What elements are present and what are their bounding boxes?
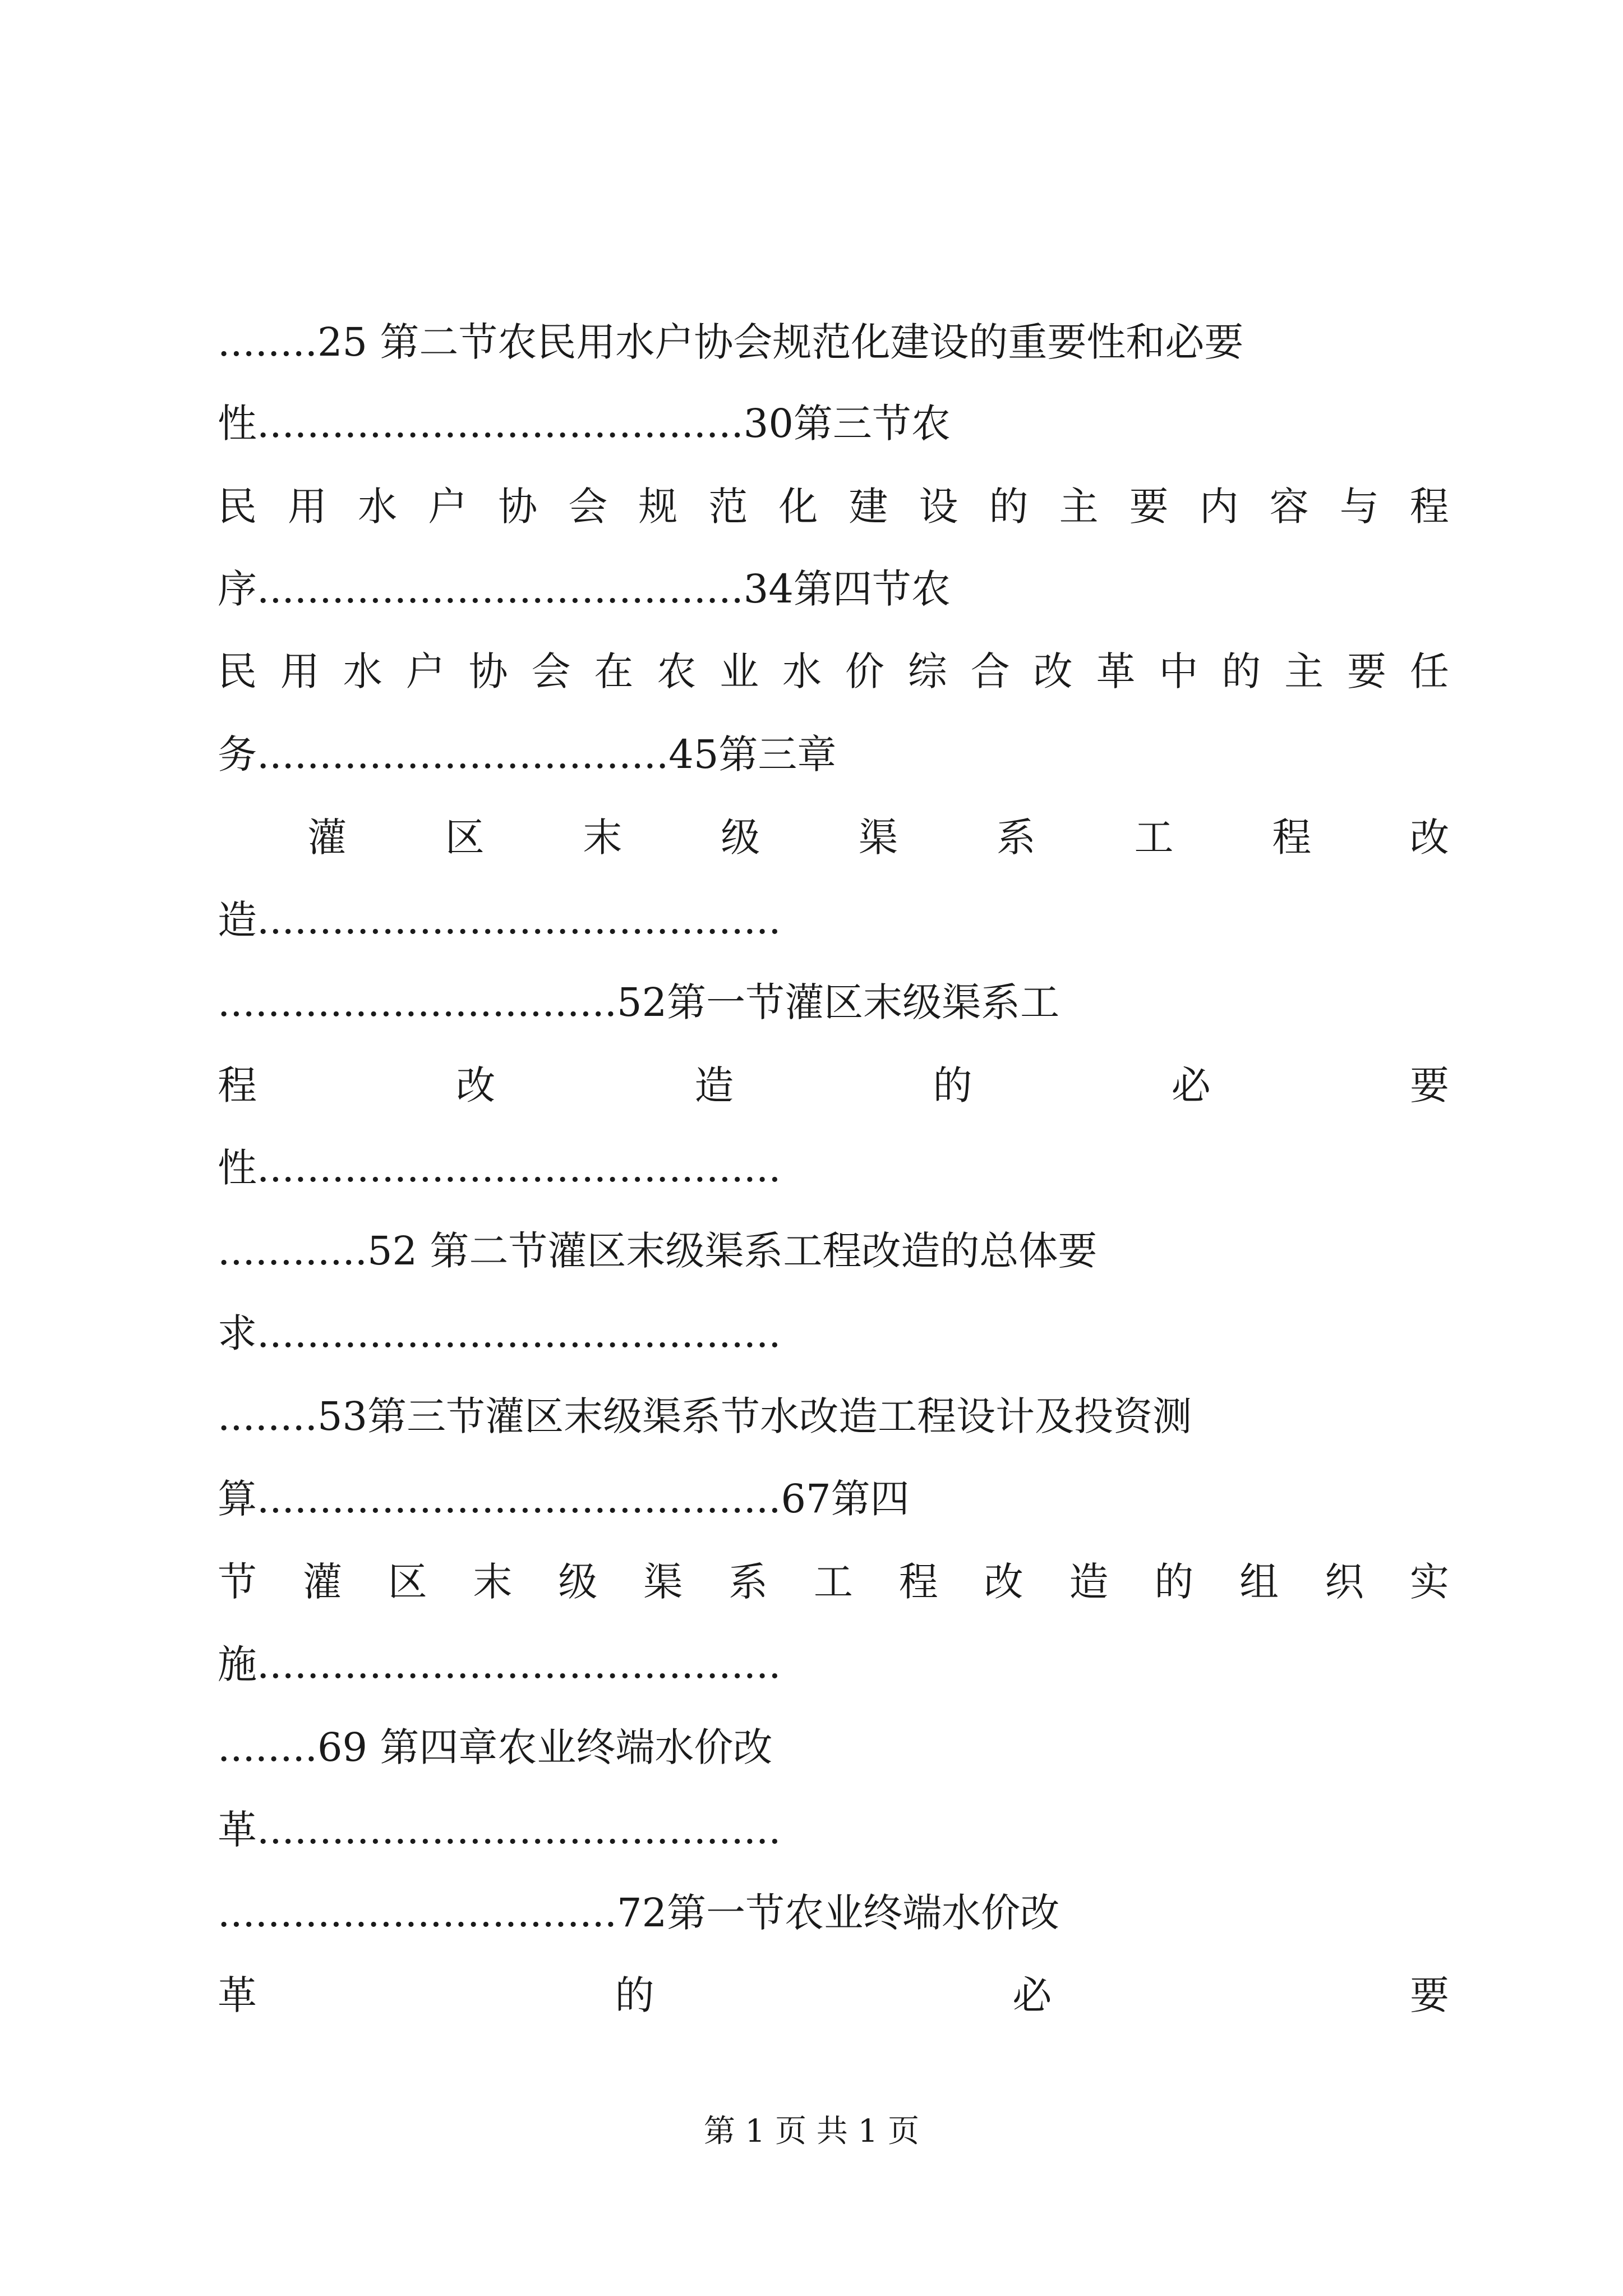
toc-char: 主 [1284,648,1324,694]
toc-char: 会 [531,648,571,694]
toc-line [218,635,1449,708]
toc-char: 用 [288,484,328,530]
toc-line: ........69 第四章农业终端水价改 [218,1724,773,1770]
toc-char: 合 [970,648,1010,694]
toc-line: ........53第三节灌区末级渠系节水改造工程设计及投资测 [218,1393,1192,1439]
toc-char: 协 [498,484,538,530]
toc-char: 水 [358,484,398,530]
toc-char: 灌 [307,815,347,861]
toc-line: 求.......................................... [218,1310,781,1356]
toc-char: 民 [218,648,257,694]
toc-char: 革 [218,1972,257,2018]
toc-char: 末 [583,815,623,861]
toc-char: 的 [615,1972,654,2018]
page-footer: 第 1 页 共 1 页 [703,2113,920,2150]
toc-char: 会 [568,484,608,530]
toc-char: 农 [657,648,697,694]
toc-char: 工 [1134,815,1174,861]
toc-line: 算..........................................67第四 [218,1476,910,1522]
toc-char: 内 [1199,484,1239,530]
toc-char: 程 [898,1559,938,1605]
toc-char: 价 [845,648,884,694]
toc-char: 的 [1154,1559,1194,1605]
toc-char: 工 [813,1559,853,1605]
toc-char: 化 [778,484,818,530]
toc-line [218,470,1449,543]
toc-line: ........25 第二节农民用水户协会规范化建设的重要性和必要 [218,319,1244,365]
toc-char: 节 [218,1559,257,1605]
toc-char: 必 [1012,1972,1052,2018]
toc-char: 末 [473,1559,513,1605]
toc-char: 在 [594,648,634,694]
toc-char: 造 [694,1062,734,1108]
toc-char: 级 [721,815,760,861]
toc-char: 改 [1410,815,1449,861]
toc-char: 户 [405,648,445,694]
toc-line: 造.......................................... [218,897,781,943]
toc-char: 改 [1033,648,1073,694]
toc-char: 户 [428,484,468,530]
toc-line: 序.......................................34第四节农 [218,566,951,612]
toc-char: 中 [1159,648,1198,694]
toc-char: 改 [984,1559,1023,1605]
toc-line [218,1959,1449,2032]
toc-line: 性.......................................30第三节农 [218,401,951,447]
toc-char: 设 [919,484,958,530]
toc-char: 织 [1324,1559,1364,1605]
toc-char: 要 [1409,1972,1449,2018]
toc-char: 用 [280,648,320,694]
toc-char: 级 [558,1559,598,1605]
toc-line: 性.......................................... [218,1145,781,1191]
toc-char: 程 [1272,815,1312,861]
toc-char: 规 [638,484,678,530]
toc-char: 渠 [643,1559,683,1605]
toc-char: 系 [728,1559,768,1605]
toc-line: 务.................................45第三章 [218,731,837,777]
toc-char: 容 [1269,484,1309,530]
toc-char: 业 [720,648,759,694]
toc-line: 革.......................................... [218,1807,781,1853]
toc-line [218,1545,1449,1618]
toc-char: 与 [1339,484,1379,530]
toc-char: 建 [849,484,888,530]
toc-char: 区 [445,815,485,861]
toc-char: 系 [996,815,1036,861]
toc-char: 的 [989,484,1029,530]
toc-char: 协 [468,648,508,694]
toc-char: 综 [907,648,947,694]
toc-char: 必 [1171,1062,1211,1108]
toc-line: 施.......................................... [218,1641,781,1687]
toc-char: 要 [1409,1062,1449,1108]
toc-char: 主 [1059,484,1099,530]
toc-char: 要 [1347,648,1387,694]
toc-char: 组 [1239,1559,1279,1605]
toc-char: 改 [456,1062,496,1108]
toc-char: 的 [1221,648,1261,694]
toc-char: 程 [218,1062,257,1108]
toc-line [307,801,1449,874]
toc-char: 的 [933,1062,972,1108]
toc-char: 实 [1409,1559,1449,1605]
toc-line [218,1049,1449,1122]
toc-char: 渠 [859,815,898,861]
toc-char: 程 [1409,484,1449,530]
toc-char: 要 [1129,484,1169,530]
toc-char: 范 [708,484,748,530]
toc-line: ................................52第一节灌区末级渠系工 [218,979,1060,1025]
toc-char: 革 [1096,648,1136,694]
toc-char: 任 [1409,648,1449,694]
toc-line: ................................72第一节农业终端水价改 [218,1890,1060,1936]
toc-char: 水 [343,648,382,694]
toc-char: 灌 [302,1559,342,1605]
toc-char: 水 [782,648,822,694]
toc-char: 造 [1069,1559,1109,1605]
toc-char: 区 [388,1559,427,1605]
toc-line: ............52 第二节灌区末级渠系工程改造的总体要 [218,1228,1098,1274]
toc-char: 民 [218,484,257,530]
